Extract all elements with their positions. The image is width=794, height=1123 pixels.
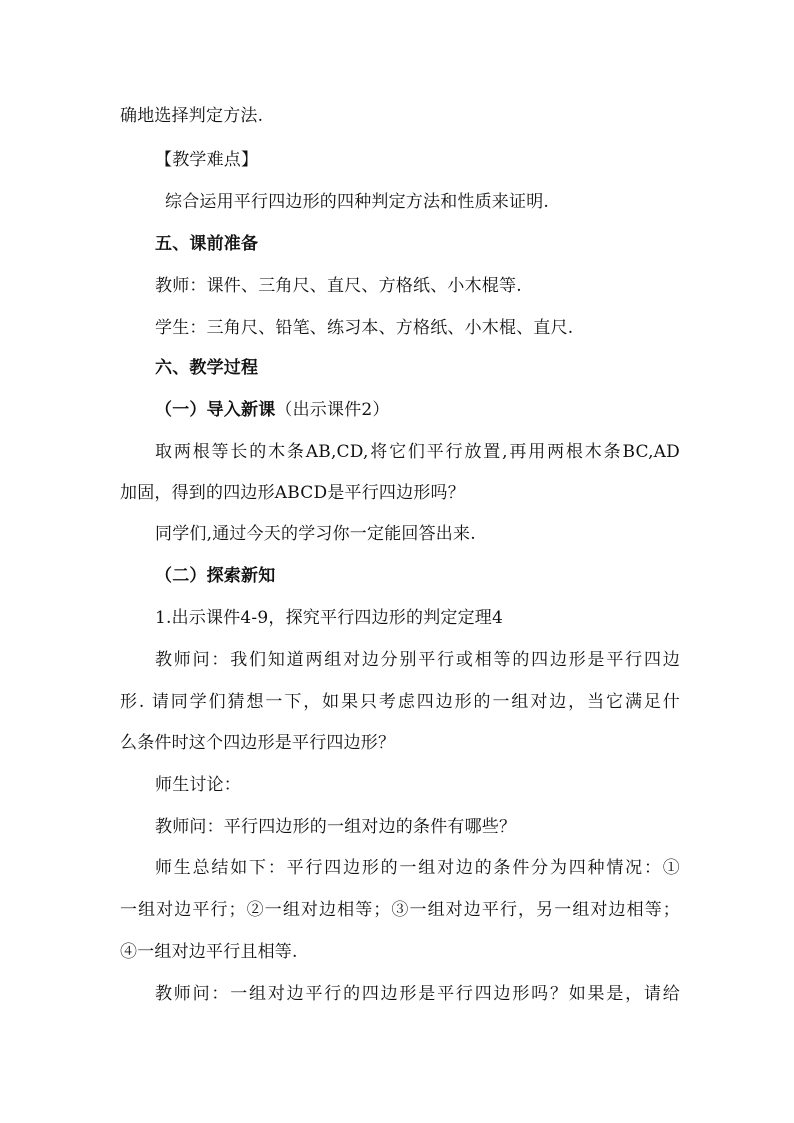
section-heading: 【教学难点】 [155, 150, 259, 170]
section-heading: 六、教学过程 [155, 358, 259, 378]
text-line: 师生讨论： [155, 775, 241, 795]
text-line: 教师问：我们知道两组对边分别平行或相等的四边形是平行四边 [155, 650, 680, 670]
text-line: 教师：课件、三角尺、直尺、方格纸、小木棍等. [155, 276, 522, 296]
text-line: 一组对边平行；②一组对边相等；③一组对边平行，另一组对边相等； [120, 900, 680, 920]
subsection-title: （一）导入新课 [155, 400, 276, 420]
subsection-heading: （二）探索新知 [155, 566, 276, 586]
text-line: 加固，得到的四边形ABCD是平行四边形吗？ [120, 483, 465, 503]
text-line: 教师问：平行四边形的一组对边的条件有哪些？ [155, 817, 517, 837]
text-line: 同学们,通过今天的学习你一定能回答出来. [155, 524, 476, 544]
section-heading: 五、课前准备 [155, 234, 259, 254]
subsection-heading [155, 398, 680, 422]
text-line: 取两根等长的木条AB,CD,将它们平行放置,再用两根木条BC,AD [155, 442, 680, 462]
text-line: 综合运用平行四边形的四种判定方法和性质来证明. [165, 192, 550, 212]
text-line: ④一组对边平行且相等. [120, 942, 298, 962]
text-line: 教师问：一组对边平行的四边形是平行四边形吗？如果是，请给 [155, 984, 680, 1004]
subsection-note: （出示课件2） [275, 400, 390, 420]
text-line: 学生：三角尺、铅笔、练习本、方格纸、小木棍、直尺. [155, 318, 574, 338]
text-line: 么条件时这个四边形是平行四边形？ [120, 733, 396, 753]
text-line: 形. 请同学们猜想一下，如果只考虑四边形的一组对边，当它满足什 [120, 692, 680, 712]
text-line: 1.出示课件4-9，探究平行四边形的判定定理4 [155, 608, 504, 628]
text-line: 确地选择判定方法. [120, 106, 264, 126]
text-line: 师生总结如下：平行四边形的一组对边的条件分为四种情况：① [155, 858, 680, 878]
